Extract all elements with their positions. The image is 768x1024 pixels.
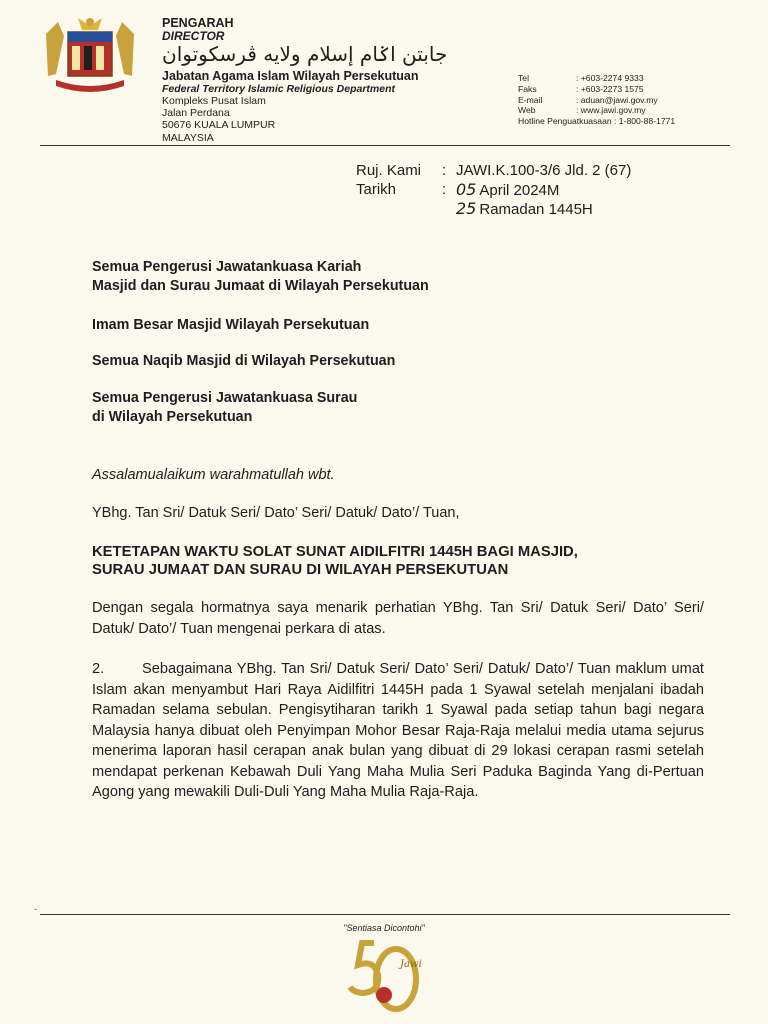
reference-block: Ruj. Kami : JAWI.K.100-3/6 Jld. 2 (67) Tarikh : 05 April 2024M 25 Ramadan 1445H xyxy=(356,162,632,218)
address-line: MALAYSIA xyxy=(162,131,214,144)
date-rest: April 2024M xyxy=(479,181,560,199)
paragraph-1: Dengan segala hormatnya saya menarik perhatian YBhg. Tan Sri/ Datuk Seri/ Dato’ Seri/ Datuk/ Dato’/ Tuan mengenai perkara di atas. xyxy=(92,600,704,637)
recipient-line: Semua Pengerusi Jawatankuasa Kariah xyxy=(92,259,362,275)
hijri-rest: Ramadan 1445H xyxy=(479,201,593,218)
subject-line: SURAU JUMAAT DAN SURAU DI WILAYAH PERSEKUTUAN xyxy=(92,562,509,578)
contact-block xyxy=(518,73,675,127)
address-block xyxy=(162,95,275,144)
paragraph-number: 2. xyxy=(92,661,105,677)
director-title-en: DIRECTOR xyxy=(162,29,225,43)
recipient xyxy=(92,258,429,295)
paragraph-2-text: Sebagaimana YBhg. Tan Sri/ Datuk Seri/ Dato’ Seri/ Datuk/ Dato’/ Tuan maklum umat Islam akan menyambut Hari Raya Aidilfitri 1445H pada 1 Syawal setelah menjalani ibadah Ramadan selama sebulan. Pengisytiharan tarikh 1 Syawal pada setiap tahun bagi negara Malaysia hanya dibuat oleh Penyimpan Mohor Besar Raja-Raja melalui media utama sejurus menerima laporan hasil cerapan anak bulan yang dibuat di 29 lokasi cerapan rasmi setelah mendapat perkenan Kebawah Duli Yang Maha Mulia Seri Paduka Baginda Yang di-Pertuan Agong yang mewakili Duli-Duli Yang Maha Mulia Raja-Raja. xyxy=(92,661,704,800)
director-title: PENGARAH xyxy=(162,16,234,30)
ruj-value: JAWI.K.100-3/6 Jld. 2 (67) xyxy=(456,162,632,179)
contact-value: : +603-2274 9333 xyxy=(576,73,644,83)
margin-mark: - xyxy=(34,904,37,914)
department-name: Jabatan Agama Islam Wilayah Persekutuan xyxy=(162,69,419,83)
address-line: 50676 KUALA LUMPUR xyxy=(162,119,276,132)
contact-value: : +603-2273 1575 xyxy=(576,83,644,94)
hijri-day-handwritten: 25 xyxy=(456,199,477,218)
subject-heading xyxy=(92,543,692,579)
hotline: Hotline Penguatkuasaan : 1-800-88-1771 xyxy=(518,116,676,127)
date-day-handwritten: 05 xyxy=(456,179,477,199)
greeting: Assalamualaikum warahmatullah wbt. xyxy=(92,467,335,483)
contact-value[interactable]: : www.jawi.gov.my xyxy=(576,105,646,116)
ruj-label: Ruj. Kami xyxy=(356,162,422,179)
contact-label: E-mail xyxy=(518,94,543,105)
subject-line: KETETAPAN WAKTU SOLAT SUNAT AIDILFITRI 1445H BAGI MASJID, xyxy=(92,544,578,560)
recipient-line: Masjid dan Surau Jumaat di Wilayah Persekutuan xyxy=(92,277,429,294)
department-jawi-script: جابتن اݢام إسلام ولايه ڤرسكوتوان xyxy=(162,42,448,66)
recipient-line: Imam Besar Masjid Wilayah Persekutuan xyxy=(92,317,370,333)
fifty-years-logo-icon xyxy=(334,935,438,1017)
footer-divider xyxy=(40,914,730,915)
contact-label: Faks xyxy=(518,83,537,94)
coat-of-arms-crest-icon xyxy=(38,14,142,96)
address-line: Jalan Perdana xyxy=(162,107,230,120)
recipient-line: Semua Pengerusi Jawatankuasa Surau xyxy=(92,390,358,406)
contact-value[interactable]: : aduan@jawi.gov.my xyxy=(576,94,658,105)
department-name-en: Federal Territory Islamic Religious Department xyxy=(162,83,396,95)
header-divider xyxy=(40,145,730,146)
contact-label: Web xyxy=(518,105,536,116)
tarikh-label: Tarikh xyxy=(356,180,397,198)
footer-motto: "Sentiasa Dicontohi" xyxy=(343,923,425,933)
address-line: Kompleks Pusat Islam xyxy=(162,95,266,107)
contact-label: Tel xyxy=(518,73,529,83)
recipient-line: di Wilayah Persekutuan xyxy=(92,408,253,425)
logo-text: Jawi xyxy=(400,959,422,970)
recipient xyxy=(92,389,357,426)
salutation: YBhg. Tan Sri/ Datuk Seri/ Dato’ Seri/ Datuk/ Dato’/ Tuan, xyxy=(92,505,460,521)
paragraph-2 xyxy=(92,659,704,803)
recipient-line: Semua Naqib Masjid di Wilayah Persekutuan xyxy=(92,353,396,369)
